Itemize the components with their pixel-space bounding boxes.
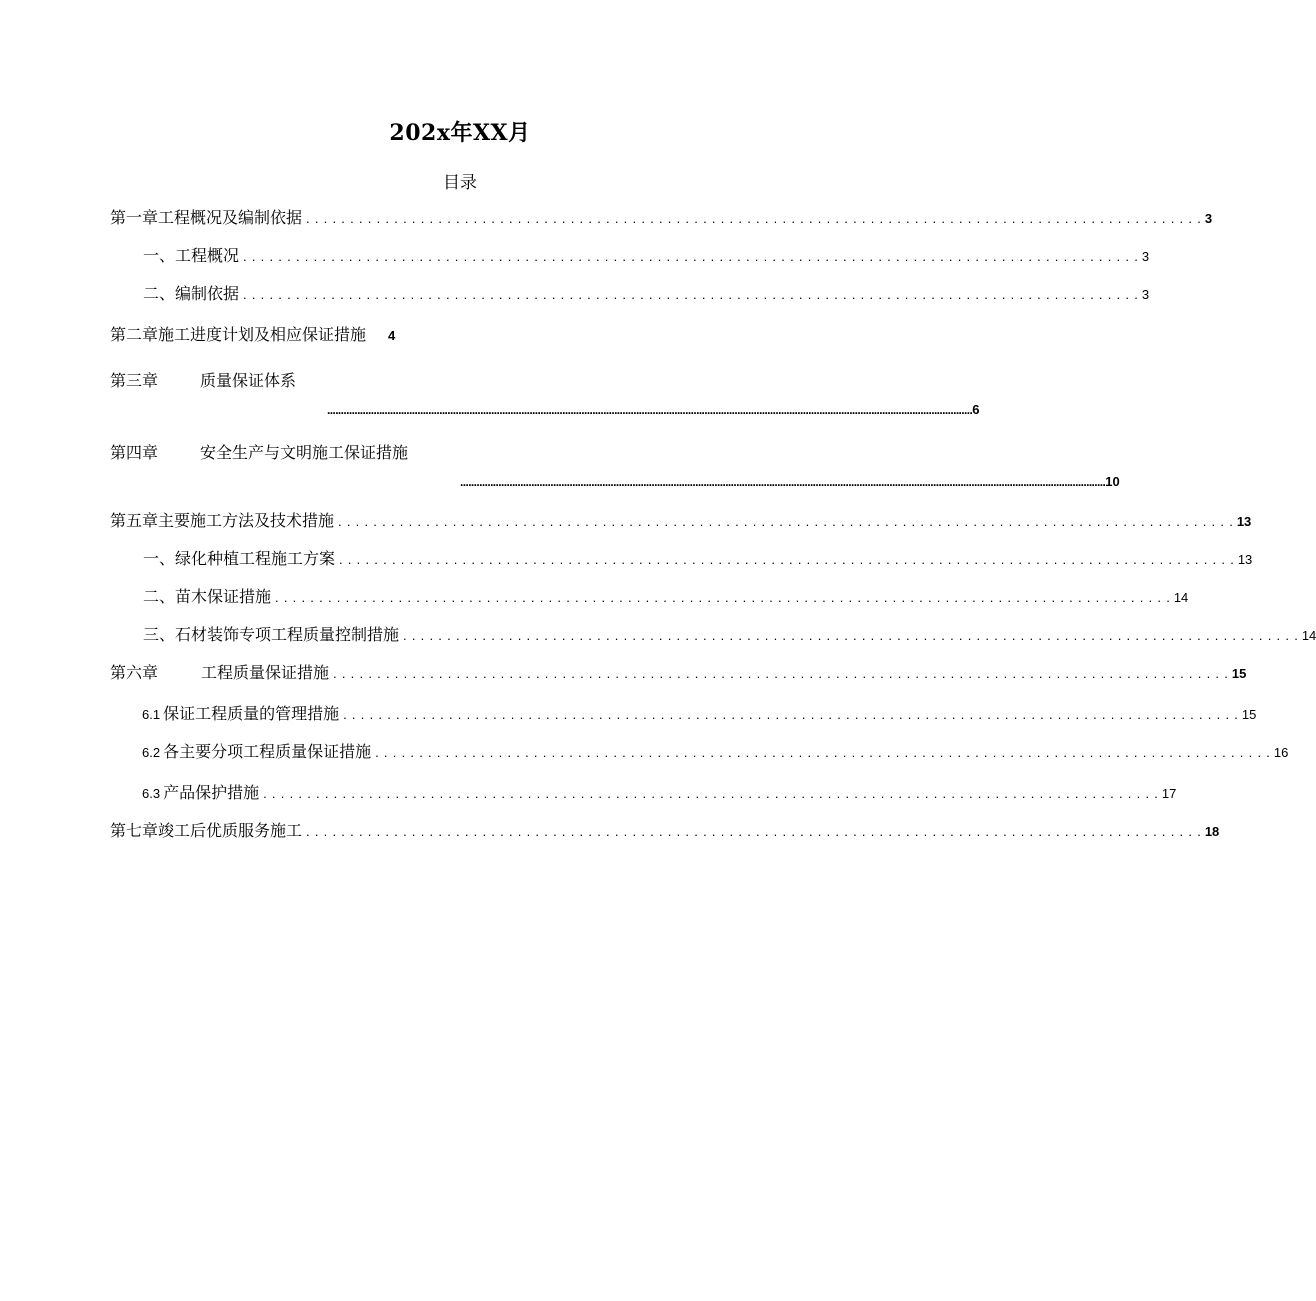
toc-entry-chapter-1[interactable] [110,207,1213,230]
toc-entry-label: 工程质量保证措施 [201,663,330,682]
toc-entry-label: 保证工程质量的管理措施 [163,704,340,723]
toc-leader [338,511,1233,533]
toc-entry-label: 三、石材装饰专项工程质量控制措施 [143,625,400,644]
toc-leader [333,663,1228,685]
toc-page-number: 3 [1141,287,1150,302]
toc-entry-label: 一、绿化种植工程施工方案 [143,549,336,568]
toc-entry-chapter-2[interactable] [110,324,395,347]
toc-page-number: 14 [1301,628,1316,643]
toc-leader [375,742,1270,764]
toc-entry-label: 一、工程概况 [143,246,240,265]
toc-entry-label: 第五章主要施工方法及技术措施 [110,511,335,530]
toc-leader [275,587,1170,609]
toc-entry-chapter-5[interactable] [110,510,1252,533]
toc-entry-chapter-4-prefix[interactable]: 第四章 [110,443,159,462]
toc-entry-section-5-1[interactable] [143,548,1253,571]
toc-entry-section-6-1[interactable] [142,703,1257,726]
toc-entry-label: 第七章竣工后优质服务施工 [110,821,303,840]
toc-entry-label: 第二章施工进度计划及相应保证措施 [110,325,367,344]
toc-page-number: 14 [1173,590,1189,605]
toc-entry-section-6-2[interactable] [142,741,1289,764]
toc-leader [243,246,1138,268]
toc-leader [243,284,1138,306]
toc-section-number: 6.1 [142,707,161,722]
toc-page-number: 3 [1204,211,1213,226]
toc-entry-label: 产品保护措施 [163,783,260,802]
toc-entry-chapter-4-label[interactable]: 安全生产与文明施工保证措施 [200,443,409,462]
toc-section-number: 6.3 [142,786,161,801]
toc-entry-label: 二、编制依据 [143,284,240,303]
toc-entry-section-1-2[interactable] [143,283,1150,306]
toc-page-number: 13 [1236,514,1252,529]
toc-page-number: 17 [1161,786,1177,801]
document-date: 202x年XX月 [389,120,531,146]
toc-page-number: 15 [1231,666,1247,681]
toc-entry-prefix: 第六章 [110,663,159,682]
toc-page-number: 15 [1241,707,1257,722]
toc-leader [306,208,1201,230]
toc-leader [263,783,1158,805]
toc-leader [403,625,1298,647]
toc-page-number: 4 [388,328,396,343]
toc-entry-section-6-3[interactable] [142,782,1177,805]
toc-page-number: 6 [972,402,980,417]
toc-leader [460,475,1105,489]
toc-entry-label: 各主要分项工程质量保证措施 [163,742,372,761]
toc-entry-chapter-3-leader[interactable] [327,402,980,417]
toc-entry-label: 第一章工程概况及编制依据 [110,208,303,227]
toc-leader [339,549,1234,571]
toc-entry-section-5-3[interactable] [143,624,1316,647]
toc-page-number: 13 [1237,552,1253,567]
toc-leader [343,704,1238,726]
toc-entry-chapter-7[interactable] [110,820,1220,843]
toc-entry-chapter-3-label[interactable]: 质量保证体系 [200,371,297,390]
toc-entry-chapter-3-prefix[interactable]: 第三章 [110,371,159,390]
toc-page-number: 16 [1273,745,1289,760]
toc-leader [327,403,972,417]
toc-entry-section-1-1[interactable] [143,245,1150,268]
toc-entry-label: 二、苗木保证措施 [143,587,272,606]
toc-page-number: 3 [1141,249,1150,264]
toc-title: 目录 [443,173,477,193]
toc-entry-section-5-2[interactable] [143,586,1189,609]
toc-entry-chapter-6[interactable] [110,662,1247,685]
toc-entry-chapter-4-leader[interactable] [460,474,1120,489]
toc-leader [306,821,1201,843]
toc-page-number: 18 [1204,824,1220,839]
toc-section-number: 6.2 [142,745,161,760]
toc-page-number: 10 [1105,474,1120,489]
